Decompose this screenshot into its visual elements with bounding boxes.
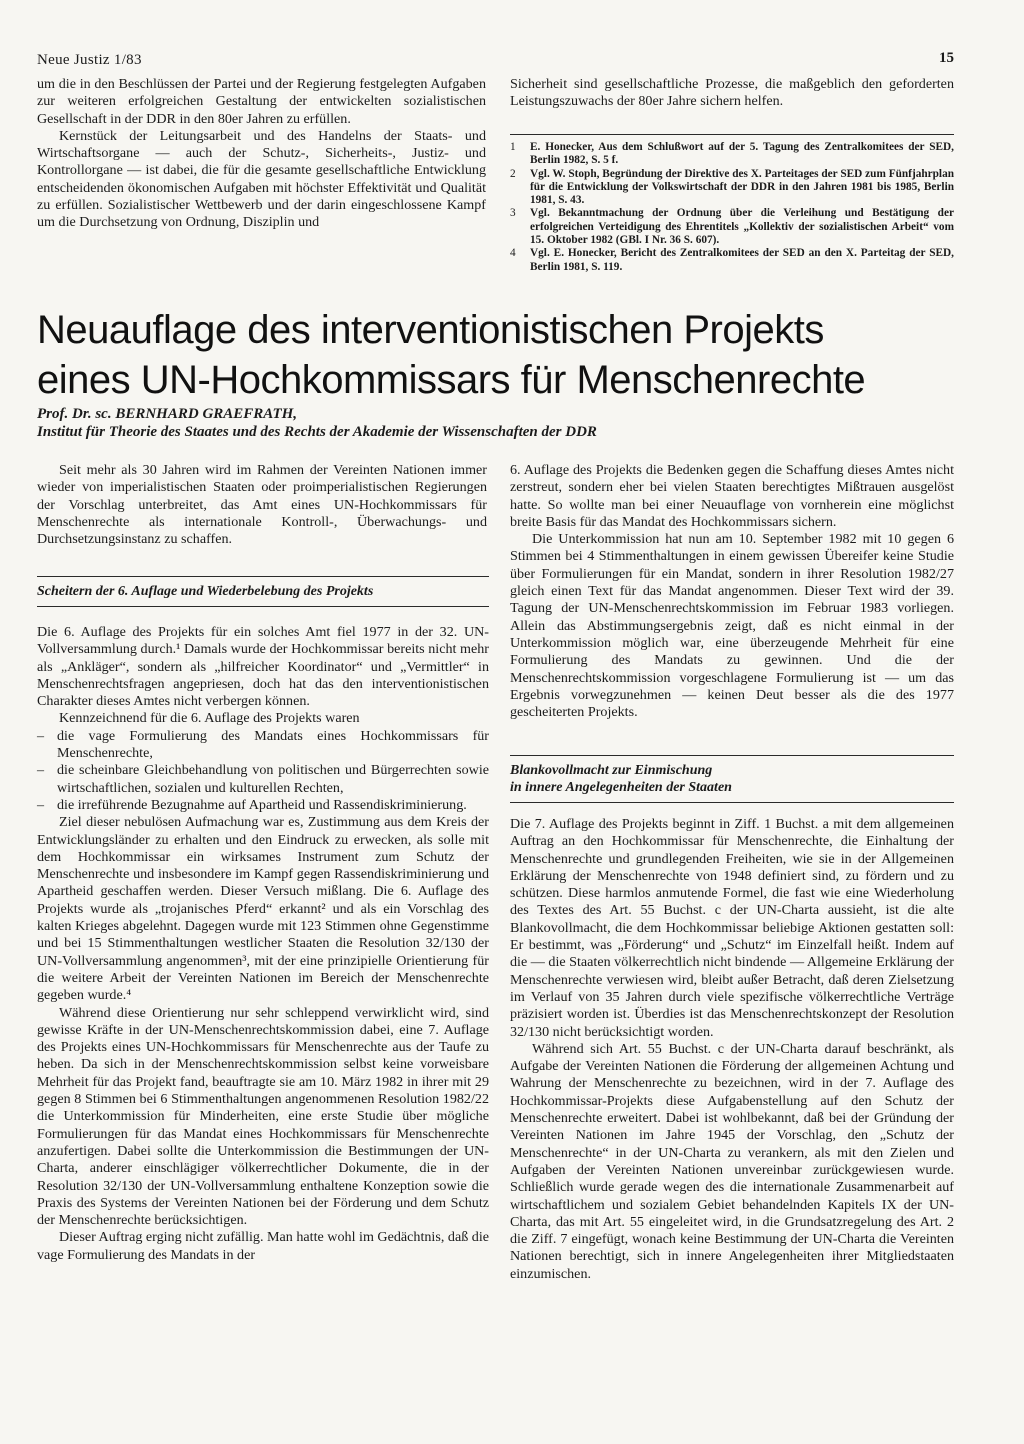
article-right-column	[510, 462, 954, 721]
list-item	[37, 797, 489, 814]
footnote-number: 3	[510, 207, 516, 220]
footnote-divider	[510, 134, 954, 135]
section-rule	[37, 606, 489, 607]
article-intro	[37, 462, 487, 548]
section-rule	[510, 755, 954, 756]
paragraph: Während diese Orientierung nur sehr schleppend verwirklicht wird, sind gewisse Kräfte in der UN-Menschenrechtskommission dabei, eine 7. Auflage des Projekts eines UN-Hochkommissars für Menschenrechte aus der Taufe zu heben. Da sich in der Menschenrechtskommission selbst keine vorweisbare Mehrheit für das Projekt fand, beauftragte sie am 10. März 1982 in ihrer mit 29 gegen 8 Stimmen bei 6 Stimmenthaltungen angenommenen Resolution 1982/22 die Unterkommission für Minderheiten, eine erste Studie über mögliche Formulierungen für das Mandat eines Hochkommissars für Menschenrechte anzufertigen. Dabei sollte die Unterkommission die Bestimmungen der UN-Charta, anderer einschlägiger völkerrechtlicher Dokumente, die in der Resolution 32/130 der UN-Vollversammlung enthaltene Konzeption sowie die Praxis des Systems der Vereinten Nationen bei der Förderung und dem Schutz der Menschenrechte berücksichtigen.	[37, 1004, 489, 1229]
footnote	[510, 141, 954, 168]
paragraph: Kernstück der Leitungsarbeit und des Handelns der Staats- und Wirtschaftsorgane — auch der Schutz-, Sicherheits-, Justiz- und Kontrollorgane — ist dabei, die für die gesamte gesellschaftliche Entwicklung entscheidenden ökonomischen Aufgaben mit höchster Effektivität und Qualität zu erfüllen. Sozialistischer Wettbewerb und der darin eingeschlossene Kampf um die Durchsetzung von Ordnung, Disziplin und	[37, 127, 486, 231]
footnote-text: Vgl. E. Honecker, Bericht des Zentralkomitees der SED an den X. Parteitag der SED, Berlin 1981, S. 119.	[530, 247, 954, 273]
article-title	[37, 305, 997, 405]
paragraph: Die Unterkommission hat nun am 10. September 1982 mit 10 gegen 6 Stimmen bei 4 Stimmenthaltungen in einem gewissen Übereifer keine Studie über Formulierungen für ein Mandat, sondern in ihrer Resolution 1982/27 gleich einen Text für das Mandat angenommen. Dieser Text wird der 39. Tagung der UN-Menschenrechtskommission im Februar 1983 vorliegen. Allein das Abstimmungsergebnis zeigt, daß es nicht einmal in der Unterkommission möglich war, eine überzeugende Mehrheit für eine Formulierung des Mandats zu gewinnen. Und die der Menschenrechtskommission vorgeschlagene Formulierung ist — um das Ergebnis vorwegzunehmen — keinen Deut besser als die des 1977 gescheiterten Projekts.	[510, 531, 954, 721]
list-item-text: die scheinbare Gleichbehandlung von politischen und Bürgerrechten sowie wirtschaftlichen, sozialen und kulturellen Rechten,	[57, 762, 489, 796]
section-heading-2-line-2: in innere Angelegenheiten der Staaten	[510, 780, 732, 795]
page-number: 15	[939, 50, 954, 66]
paragraph: Ziel dieser nebulösen Aufmachung war es, Zustimmung aus dem Kreis der Entwicklungsländer zu erhalten und den Eindruck zu erwecken, als solle mit dem Hochkommissar ein wirksames Instrument zum Schutz der Menschenrechte und insbesondere im Kampf gegen Rassendiskriminierung und Apartheid geschaffen werden. Dieser Versuch mißlang. Die 6. Auflage des Projekts wurde als „trojanisches Pferd“ erkannt² und als ein Vorschlag des kalten Krieges abgelehnt. Dagegen wurde mit 123 Stimmen ohne Gegenstimme und bei 15 Stimmenthaltungen westlicher Staaten die Resolution 32/130 der UN-Vollversammlung angenommen³, mit der eine prinzipielle Orientierung für die weitere Arbeit der Vereinten Nationen im Bereich der Menschenrechte gegeben wurde.⁴	[37, 814, 489, 1004]
author-name: Prof. Dr. sc. BERNHARD GRAEFRATH,	[37, 406, 298, 422]
dash-bullet: –	[37, 796, 45, 813]
article-title-line-2: eines UN-Hochkommissars für Menschenrechte	[37, 358, 866, 402]
byline	[37, 405, 997, 441]
section-heading-2-line-1: Blankovollmacht zur Einmischung	[510, 763, 713, 778]
paragraph: Sicherheit sind gesellschaftliche Prozesse, die maßgeblich den geforderten Leistungszuwachs der 80er Jahre sichern helfen.	[510, 76, 954, 110]
article-title-line-1: Neuauflage des interventionistischen Projekts	[37, 308, 824, 352]
footnote	[510, 168, 954, 208]
section-heading-2	[510, 762, 954, 796]
footnote-text: Vgl. Bekanntmachung der Ordnung über die Verleihung und Bestätigung der erfolgreichen Verteidigung des Ehrentitels „Kollektiv der sozialistischen Arbeit“ vom 15. Oktober 1982 (GBl. I Nr. 36 S. 607).	[530, 207, 954, 247]
footnote	[510, 207, 954, 247]
section-heading-1: Scheitern der 6. Auflage und Wiederbelebung des Projekts	[37, 584, 374, 599]
previous-article-right-column	[510, 76, 954, 111]
footnote-number: 2	[510, 167, 516, 180]
footnotes	[510, 141, 954, 274]
footnote-number: 4	[510, 247, 516, 260]
intro-paragraph: Seit mehr als 30 Jahren wird im Rahmen der Vereinten Nationen immer wieder von imperialistischen Staaten oder proimperialistischen Regierungen der Vorschlag unterbreitet, das Amt eines UN-Hochkommissars für Menschenrechte als internationale Kontroll-, Überwachungs- und Durchsetzungsinstanz zu schaffen.	[37, 462, 487, 548]
list-item	[37, 728, 489, 763]
paragraph: Die 6. Auflage des Projekts für ein solches Amt fiel 1977 in der 32. UN-Vollversammlung durch.¹ Damals wurde der Hochkommissar bereits nicht mehr als „Ankläger“, sondern als „hilfreicher Koordinator“ und „Vermittler“ in Menschenrechtsfragen angepriesen, doch hat das den interventionistischen Charakter dieses Amtes nicht verbergen können.	[37, 624, 489, 710]
dash-bullet: –	[37, 762, 45, 779]
section-2-text	[510, 816, 954, 1283]
paragraph: Kennzeichnend für die 6. Auflage des Projekts waren	[59, 710, 360, 727]
footnote-text: Vgl. W. Stoph, Begründung der Direktive des X. Parteitages der SED zum Fünfjahrplan für die Entwicklung der Volkswirtschaft der DDR in den Jahren 1981 bis 1985, Berlin 1981, S. 43.	[530, 167, 954, 207]
section-rule	[37, 576, 489, 577]
previous-article-left-column	[37, 76, 486, 232]
paragraph: um die in den Beschlüssen der Partei und der Regierung festgelegten Aufgaben zur weiteren erfolgreichen Gestaltung der entwickelten sozialistischen Gesellschaft in der DDR in den 80er Jahren zu erfüllen.	[37, 76, 486, 127]
footnote	[510, 247, 954, 274]
paragraph: Während sich Art. 55 Buchst. c der UN-Charta darauf beschränkt, als Aufgabe der Vereinten Nationen die Förderung der allgemeinen Achtung und Wahrung der Menschenrechte zu bezeichnen, wird in der 7. Auflage des Hochkommissar-Projekts diese Aufgabenstellung auf den Schutz der Menschenrechte erweitert. Dabei ist wohlbekannt, daß bei der Gründung der Vereinten Nationen im Jahre 1945 der Vorschlag, den „Schutz der Menschenrechte“ in der UN-Charta zu verankern, als mit den Zielen und Aufgaben der Vereinten Nationen unvereinbar zurückgewiesen wurde. Schließlich wurde gerade wegen des die internationale Zusammenarbeit auf wirtschaftlichem und sozialem Gebiet behandelnden Kapitels IX der UN-Charta, das mit Art. 55 eingeleitet wird, in die Grundsatzregelung des Art. 2 die Ziff. 7 eingefügt, wonach keine Bestimmung der UN-Charta die Vereinten Nationen berechtigt, sich in innere Angelegenheiten ihrer Mitgliedstaaten einzumischen.	[510, 1040, 954, 1282]
list-item	[37, 762, 489, 797]
footnote-number: 1	[510, 141, 516, 153]
dash-bullet: –	[37, 727, 45, 744]
footnote-text: E. Honecker, Aus dem Schlußwort auf der 5. Tagung des Zentralkomitees der SED, Berlin 1982, S. 5 f.	[530, 141, 954, 167]
paragraph: Dieser Auftrag erging nicht zufällig. Man hatte wohl im Gedächtnis, daß die vage Formulierung des Mandats in der	[37, 1229, 489, 1263]
author-affiliation: Institut für Theorie des Staates und des Rechts der Akademie der Wissenschaften der DDR	[37, 424, 597, 440]
section-rule	[510, 802, 954, 803]
list-item-text: die vage Formulierung des Mandats eines Hochkommissars für Menschenrechte,	[57, 727, 489, 762]
list-item-text: die irreführende Bezugnahme auf Apartheid und Rassendiskriminierung.	[57, 796, 467, 813]
paragraph: Die 7. Auflage des Projekts beginnt in Ziff. 1 Buchst. a mit dem allgemeinen Auftrag an den Hochkommissar für Menschenrechte, die Einhaltung der Menschenrechte und grundlegenden Freiheiten, wie sie in der Allgemeinen Erklärung der Menschenrechte von 1948 definiert sind, zu fördern und zu schützen. Diese harmlos anmutende Formel, die fast wie eine Wiederholung des Textes des Art. 55 Buchst. c der UN-Charta aussieht, ist die alte Blankovollmacht, die dem Hochkommissar beliebige Aktionen gestatten soll: Er bestimmt, was „Förderung“ und „Schutz“ im Einzelfall heißt. Indem auf die — die Staaten völkerrechtlich nicht bindende — Allgemeine Erklärung der Menschenrechte verwiesen wird, bleibt außer Betracht, daß deren Zielsetzung im Verlauf von 35 Jahren durch viele spezifische völkerrechtliche Verträge präzisiert worden ist. Überdies ist das Menschenrechtskonzept der Resolution 32/130 nicht berücksichtigt worden.	[510, 816, 954, 1040]
article-left-column	[37, 624, 489, 1264]
running-header-journal: Neue Justiz 1/83	[37, 52, 142, 68]
paragraph: 6. Auflage des Projekts die Bedenken gegen die Schaffung dieses Amtes nicht zerstreut, sondern eher bei vielen Staaten berechtigtes Mißtrauen ausgelöst hatte. So wollte man bei einer Neuauflage von vornherein eine möglichst breite Basis für das Mandat des Hochkommissars sichern.	[510, 462, 954, 530]
